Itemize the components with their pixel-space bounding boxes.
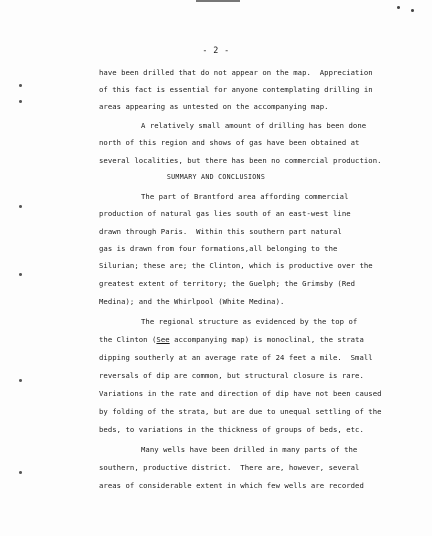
text-line: Variations in the rate and direction of dip have not been caused	[99, 389, 382, 398]
text-line: beds, to variations in the thickness of groups of beds, etc.	[99, 425, 364, 434]
text-line: southern, productive district. There are, however, several	[99, 463, 360, 472]
margin-speck	[19, 84, 22, 87]
underlined-text: See	[156, 335, 170, 344]
text-line: drawn through Paris. Within this southern part natural	[99, 227, 342, 236]
text-line: Silurian; these are; the Clinton, which is productive over the	[99, 261, 373, 270]
text-line: north of this region and shows of gas have been obtained at	[99, 138, 360, 147]
page-number: - 2 -	[202, 45, 230, 55]
text-segment: accompanying map) is monoclinal, the strata	[169, 335, 364, 344]
text-line: areas of considerable extent in which few wells are recorded	[99, 481, 364, 490]
text-line: The part of Brantford area affording commercial	[141, 192, 349, 201]
margin-speck	[19, 379, 22, 382]
text-line: gas is drawn from four formations,all belonging to the	[99, 244, 338, 253]
text-line: greatest extent of territory; the Guelph; the Grimsby (Red	[99, 279, 356, 288]
text-line: The regional structure as evidenced by the top of	[141, 317, 358, 326]
text-line: have been drilled that do not appear on the map. Appreciation	[99, 68, 373, 77]
margin-speck	[19, 205, 22, 208]
corner-mark	[397, 6, 400, 9]
text-line: several localities, but there has been no commercial production.	[99, 156, 382, 165]
text-line: of this fact is essential for anyone contemplating drilling in	[99, 85, 373, 94]
text-line: reversals of dip are common, but structural closure is rare.	[99, 371, 364, 380]
margin-speck	[19, 471, 22, 474]
margin-speck	[19, 100, 22, 103]
top-edge-rule	[196, 0, 240, 2]
text-line: A relatively small amount of drilling has been done	[141, 121, 367, 130]
corner-mark	[411, 9, 414, 12]
text-line: by folding of the strata, but are due to unequal settling of the	[99, 407, 382, 416]
text-line: dipping southerly at an average rate of 24 feet a mile. Small	[99, 353, 373, 362]
margin-speck	[19, 273, 22, 276]
text-line: Many wells have been drilled in many parts of the	[141, 445, 358, 454]
text-line: Medina); and the Whirlpool (White Medina).	[99, 297, 285, 306]
text-line-with-underline	[99, 335, 364, 344]
text-segment: the Clinton (	[99, 335, 157, 344]
text-line: production of natural gas lies south of an east-west line	[99, 209, 351, 218]
text-line: areas appearing as untested on the accompanying map.	[99, 102, 329, 111]
section-heading: SUMMARY AND CONCLUSIONS	[166, 173, 266, 181]
